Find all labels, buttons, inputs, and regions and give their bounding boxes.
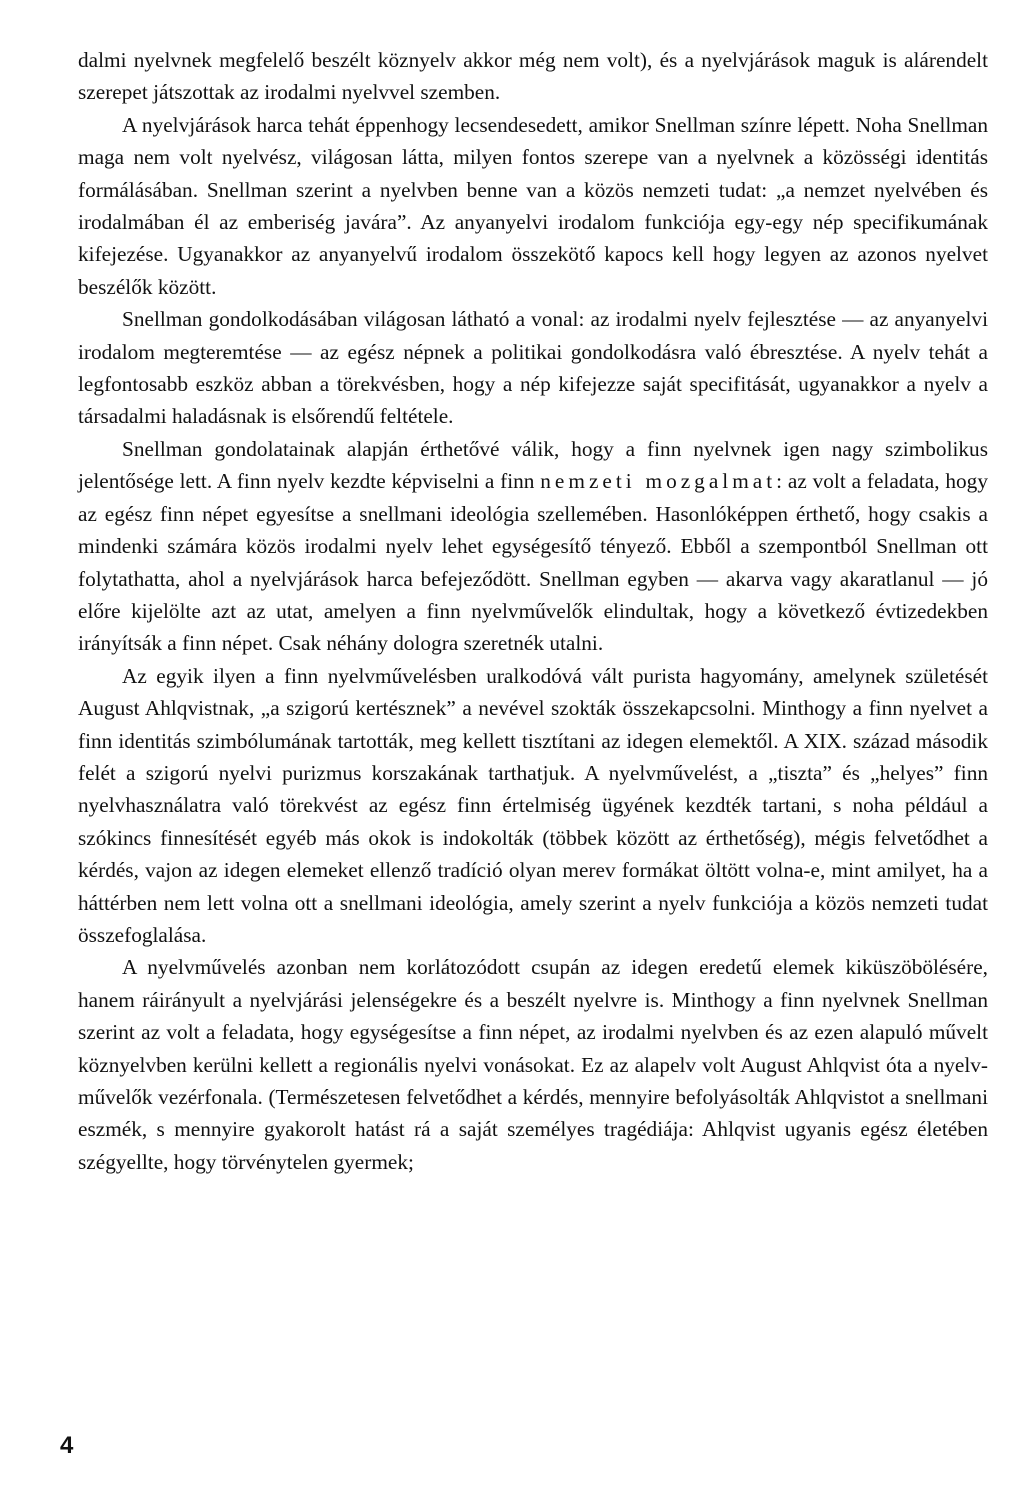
page-body [78, 44, 988, 1178]
paragraph-continuation: dalmi nyelvnek megfelelő beszélt köznyelv akkor még nem volt), és a nyelvjárások maguk is alárendelt szerepet játszottak az irodalmi nyelvvel szemben. [78, 48, 988, 105]
paragraph-snellman-thinking: Snellman gondolkodásában világosan látható a vonal: az irodalmi nyelv fejlesztése — az anyanyelvi irodalom megteremtése — az egész népnek a politikai gondolkodásra való ébresztése. A nyelv tehát a legfontosabb eszköz abban a törekvésben, hogy a nép kifejezze saját specifitását, ugyanakkor a nyelv a társadalmi haladásnak is elsőrendű feltétele. [78, 307, 988, 429]
paragraph-symbolic-significance [78, 433, 988, 660]
paragraph-language-cultivation: A nyelvművelés azonban nem korlátozódott csupán az idegen eredetű elemek kiküszöbölésére, hanem ráirányult a nyelvjárási jelenségekre és a beszélt nyelvre is. Minthogy a finn nyelvnek Snellman szerint az volt a feladata, hogy egységesítse a finn népet, az irodalmi nyelvben és az ezen alapuló művelt köznyelvben kerülni kellett a regionális nyelvi vonásokat. Ez az alapelv volt August Ahlqvist óta a nyelvművelők vezérfonala. (Természetesen felvetődhet a kérdés, mennyire befolyásolták Ahlqvistot a snellmani eszmék, s mennyire gyakorolt hatást rá a saját személyes tragédiája: Ahlqvist ugyanis egész életében szégyellte, hogy törvénytelen gyermek; [78, 955, 988, 1174]
page-number: 4 [60, 1432, 74, 1459]
paragraph-purist-tradition: Az egyik ilyen a finn nyelvművelésben uralkodóvá vált purista hagyomány, amelynek születését August Ahlqvistnak, „a szigorú kertésznek” a nevével szokták összekapcsolni. Minthogy a finn nyelvet a finn identitás szimbólumának tartották, meg kellett tisztítani az idegen elemektől. A XIX. század második felét a szigorú nyelvi purizmus korszakának tarthatjuk. A nyelvművelést, a „tiszta” és „helyes” finn nyelvhasználatra való törekvést az egész finn értelmiség ügyének kezdték tartani, s noha például a szókincs finnesítését egyéb más okok is indokolták (többek között az érthetőség), mégis felvetődhet a kérdés, vajon az idegen elemeket ellenző tradíció olyan merev formákat öltött volna-e, mint amilyet, ha a háttérben nem lett volna ott a snellmani ideológia, amely szerint a nyelv funkciója a közös nemzeti tudat összefoglalása. [78, 663, 988, 947]
paragraph-text: : az volt a feladata, hogy az egész finn népet egyesítse a snellmani ideológia szellemében. Hasonlóképpen érthető, hogy csakis a mindenki számára közös irodalmi nyelv lehet egységesítő tényező. Ebből a szempontból Snellman ott folytathatta, ahol a nyelvjárások harca befejeződött. Snellman egyben — akarva vagy akaratlanul — jó előre kijelölte azt az utat, amelyen a finn nyelvművelők elindultak, hogy a következő évtizedekben irányítsák a finn népet. Csak néhány dologra szeretnék utalni. [78, 469, 988, 656]
paragraph-dialect-struggle: A nyelvjárások harca tehát éppenhogy lecsendesedett, amikor Snellman színre lépett. Noha Snellman maga nem volt nyelvész, világosan látta, milyen fontos szerepe van a nyelvnek a közösségi identitás formálásában. Snellman szerint a nyelvben benne van a közös nemzeti tudat: „a nemzet nyelvében és irodalmában él az emberiség javára”. Az anyanyelvi irodalom funkciója egy-egy nép specifikumának kifejezése. Ugyanakkor az anyanyelvű irodalom összekötő kapocs kell hogy legyen az azonos nyelvet beszélők között. [78, 112, 988, 299]
emphasized-text: nemzeti mozgalmat [540, 469, 777, 494]
paragraph-text: Snellman gondolatainak alapján érthetővé válik, hogy a finn nyelvnek igen nagy szimbolikus jelentősége lett. A finn nyelv kezdte képviselni a finn [78, 436, 988, 494]
